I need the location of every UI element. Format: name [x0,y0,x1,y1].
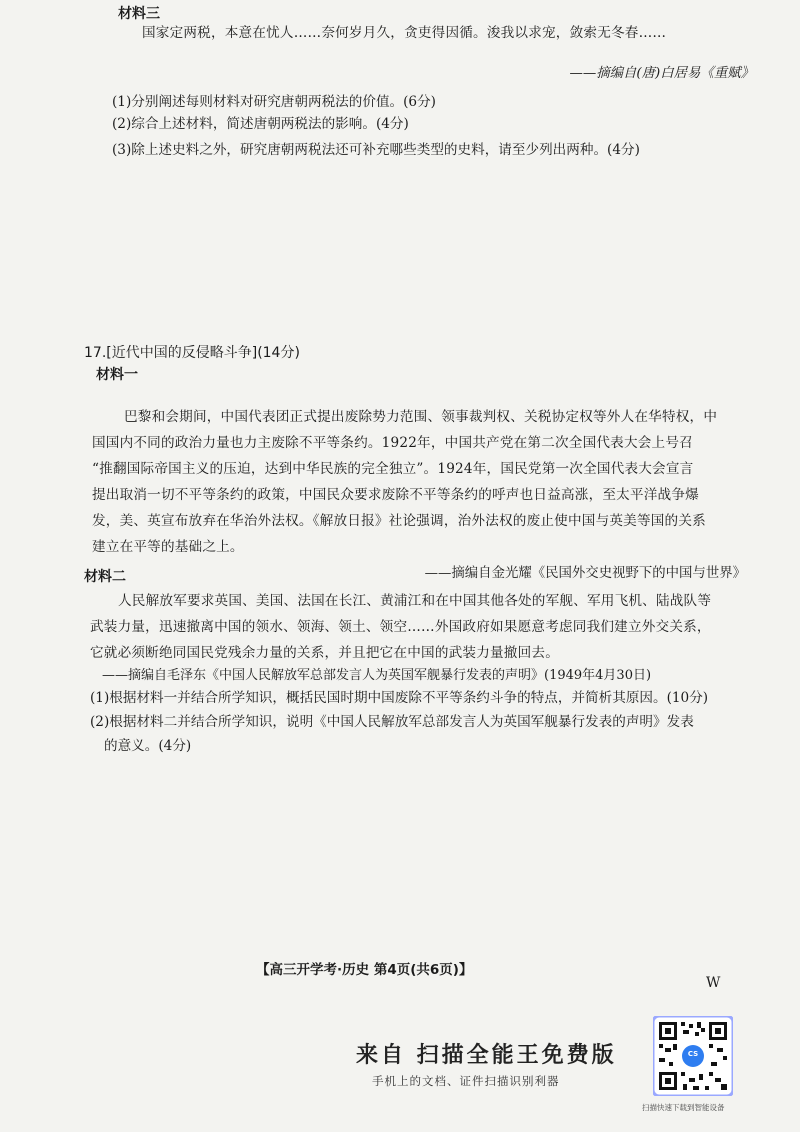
q17-mat2-line-3: 它就必须断绝同国民党残余力量的关系，并且把它在中国的武装力量撤回去。 [90,645,559,661]
q17-mat1-line-5: 发，美、英宣布放弃在华治外法权。《解放日报》社论强调，治外法权的废止使中国与英美等国的关系 [92,513,706,529]
mat3-source: ——摘编自(唐)白居易《重赋》 [569,66,754,81]
page-footer: 【高三开学考·历史 第4页(共6页)】 [256,962,473,978]
q17-title: 17.[近代中国的反侵略斗争](14分) [84,345,300,361]
q17-mat1-line-2: 国国内不同的政治力量也力主废除不平等条约。1922年，中国共产党在第二次全国代表大会上号召 [92,435,693,451]
q17-mat1-heading: 材料一 [96,367,138,383]
q17-mat1-line-4: 提出取消一切不平等条约的政策，中国民众要求废除不平等条约的呼声也日益高涨，至太平洋战争爆 [92,487,699,503]
qr-tip: 扫描快速下载到智能设备 [642,1103,725,1112]
q17-mat2-source: ——摘编自毛泽东《中国人民解放军总部发言人为英国军舰暴行发表的声明》(1949年4月30日) [102,668,652,683]
q17-mat1-line-1: 巴黎和会期间，中国代表团正式提出废除势力范围、领事裁判权、关税协定权等外人在华特权，中 [124,409,718,425]
q17-question-2-cont: 的意义。(4分) [104,738,192,754]
mat3-heading: 材料三 [118,6,160,22]
camscanner-title: 来自 扫描全能王免费版 [356,1042,617,1068]
q17-mat2-line-1: 人民解放军要求英国、美国、法国在长江、黄浦江和在中国其他各处的军舰、军用飞机、陆战队等 [118,593,712,609]
q17-question-1: (1)根据材料一并结合所学知识，概括民国时期中国废除不平等条约斗争的特点，并简析其原因。(10分) [90,690,709,706]
q17-question-2: (2)根据材料二并结合所学知识，说明《中国人民解放军总部发言人为英国军舰暴行发表的声明》发表 [90,714,694,730]
q17-mat1-source: ——摘编自金光耀《民国外交史视野下的中国与世界》 [424,566,746,581]
q16-question-3: (3)除上述史料之外，研究唐朝两税法还可补充哪些类型的史料，请至少列出两种。(4分) [112,142,640,158]
mat3-text: 国家定两税，本意在忧人……奈何岁月久，贪吏得因循。浚我以求宠，敛索无冬春…… [142,25,667,41]
q17-mat2-line-2: 武装力量，迅速撤离中国的领水、领海、领土、领空……外国政府如果愿意考虑同我们建立外交关系， [90,619,711,635]
corner-mark: W [706,975,721,991]
qr-badge-label: CS [687,1050,699,1058]
q17-mat1-line-3: “推翻国际帝国主义的压迫，达到中华民族的完全独立”。1924年，国民党第一次全国代表大会宣言 [92,461,694,477]
q17-mat2-heading: 材料二 [84,569,126,585]
camscanner-subtitle: 手机上的文档、证件扫描识别利器 [372,1074,560,1088]
q16-question-1: (1)分别阐述每则材料对研究唐朝两税法的价值。(6分) [112,94,436,110]
q17-mat1-line-6: 建立在平等的基础之上。 [92,539,244,555]
q16-question-2: (2)综合上述材料，简述唐朝两税法的影响。(4分) [112,116,409,132]
